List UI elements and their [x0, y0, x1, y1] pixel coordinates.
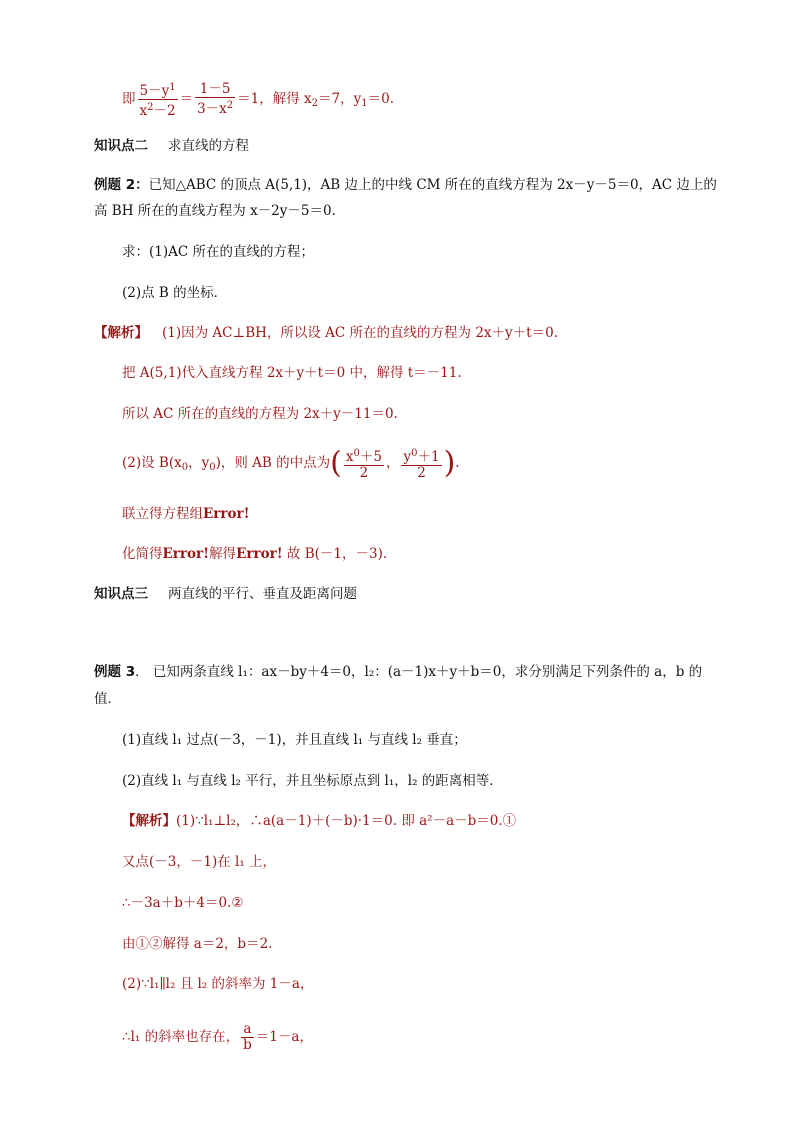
- slope-fraction: $\frac{a}{b}$: [243, 1021, 252, 1053]
- kp3-label: 知识点三: [94, 586, 148, 602]
- solution2-line6: 化简得Error!解得Error! 故 B(－1，－3).: [122, 546, 388, 562]
- example2-line1: 例题 2：已知△ABC 的顶点 A(5,1)，AB 边上的中线 CM 所在的直线方程为 2x－y－5＝0，AC 边上的: [94, 177, 717, 193]
- solution2-line3: 所以 AC 所在的直线的方程为 2x＋y－11＝0.: [122, 406, 398, 422]
- solution3-line1: 【解析】(1)∵l₁⊥l₂，∴a(a－1)＋(－b)·1＝0. 即 a²－a－b＝0.①: [122, 813, 517, 829]
- example3-label: 例题 3: [94, 664, 136, 680]
- example3-line2: 值．: [94, 691, 121, 707]
- example3-question1: (1)直线 l₁ 过点(－3，－1)，并且直线 l₁ 与直线 l₂ 垂直；: [122, 732, 467, 748]
- kp2-title: 求直线的方程: [168, 138, 249, 154]
- midpoint-x-fraction: $\frac{x^0+5}{2}$: [345, 448, 382, 481]
- solution2-line5: 联立得方程组Error!: [122, 506, 250, 522]
- fraction-2: $\frac{1-5}{3-x^2}$: [197, 81, 234, 117]
- solution3-line3: ∴－3a＋b＋4＝0.②: [122, 895, 244, 911]
- solution-tag: 【解析】: [122, 813, 176, 829]
- solution2-line1: 【解析】 (1)因为 AC⊥BH，所以设 AC 所在的直线的方程为 2x＋y＋t＝0.: [94, 325, 558, 341]
- text-prefix: 即: [122, 91, 136, 107]
- fraction-1: $\frac{5-y^1}{x^2-2}$: [139, 82, 176, 119]
- solution2-line4: (2)设 $B(x_0$，$y_0$)，则 AB 的中点为( $\frac{x^0+5}{2}$ ， $\frac{y^0+1}{2}$ ).: [122, 445, 460, 481]
- error-marker: Error!: [162, 546, 210, 562]
- intro-equation: 即 $\frac{5-y^1}{x^2-2}$ ＝ $\frac{1-5}{3-x^2}$ ＝1，解得 $x_2=7$，$y_1=0$.: [122, 81, 395, 119]
- midpoint-y-fraction: $\frac{y^0+1}{2}$: [403, 448, 440, 481]
- solution3-line2: 又点(－3，－1)在 l₁ 上，: [122, 854, 277, 870]
- solution-tag: 【解析】: [94, 325, 148, 341]
- example2-label: 例题 2：: [94, 177, 149, 193]
- section-heading-kp2: [94, 137, 249, 155]
- solution2-line2: 把 A(5,1)代入直线方程 2x＋y＋t＝0 中，解得 t＝－11.: [122, 365, 462, 381]
- example2-question2: (2)点 B 的坐标．: [122, 285, 228, 301]
- kp3-title: 两直线的平行、垂直及距离问题: [168, 586, 357, 602]
- error-marker: Error!: [203, 506, 250, 522]
- section-heading-kp3: [94, 585, 357, 603]
- solution3-line5: (2)∵l₁∥l₂ 且 l₂ 的斜率为 1－a，: [122, 976, 314, 992]
- solution3-line6: ∴l₁ 的斜率也存在， $\frac{a}{b}$ ＝1－a，: [122, 1021, 313, 1053]
- example2-line2: 高 BH 所在的直线方程为 x－2y－5＝0.: [94, 203, 336, 219]
- solution3-line4: 由①②解得 a＝2，b＝2.: [122, 936, 273, 952]
- example2-question1: 求：(1)AC 所在的直线的方程；: [122, 244, 314, 260]
- error-marker: Error!: [236, 546, 283, 562]
- kp2-label: 知识点二: [94, 138, 148, 154]
- example3-question2: (2)直线 l₁ 与直线 l₂ 平行，并且坐标原点到 l₁，l₂ 的距离相等．: [122, 773, 503, 789]
- example3-line1: 例题 3． 已知两条直线 l₁：ax－by＋4＝0，l₂：(a－1)x＋y＋b＝0，求分别满足下列条件的 a，b 的: [94, 664, 703, 680]
